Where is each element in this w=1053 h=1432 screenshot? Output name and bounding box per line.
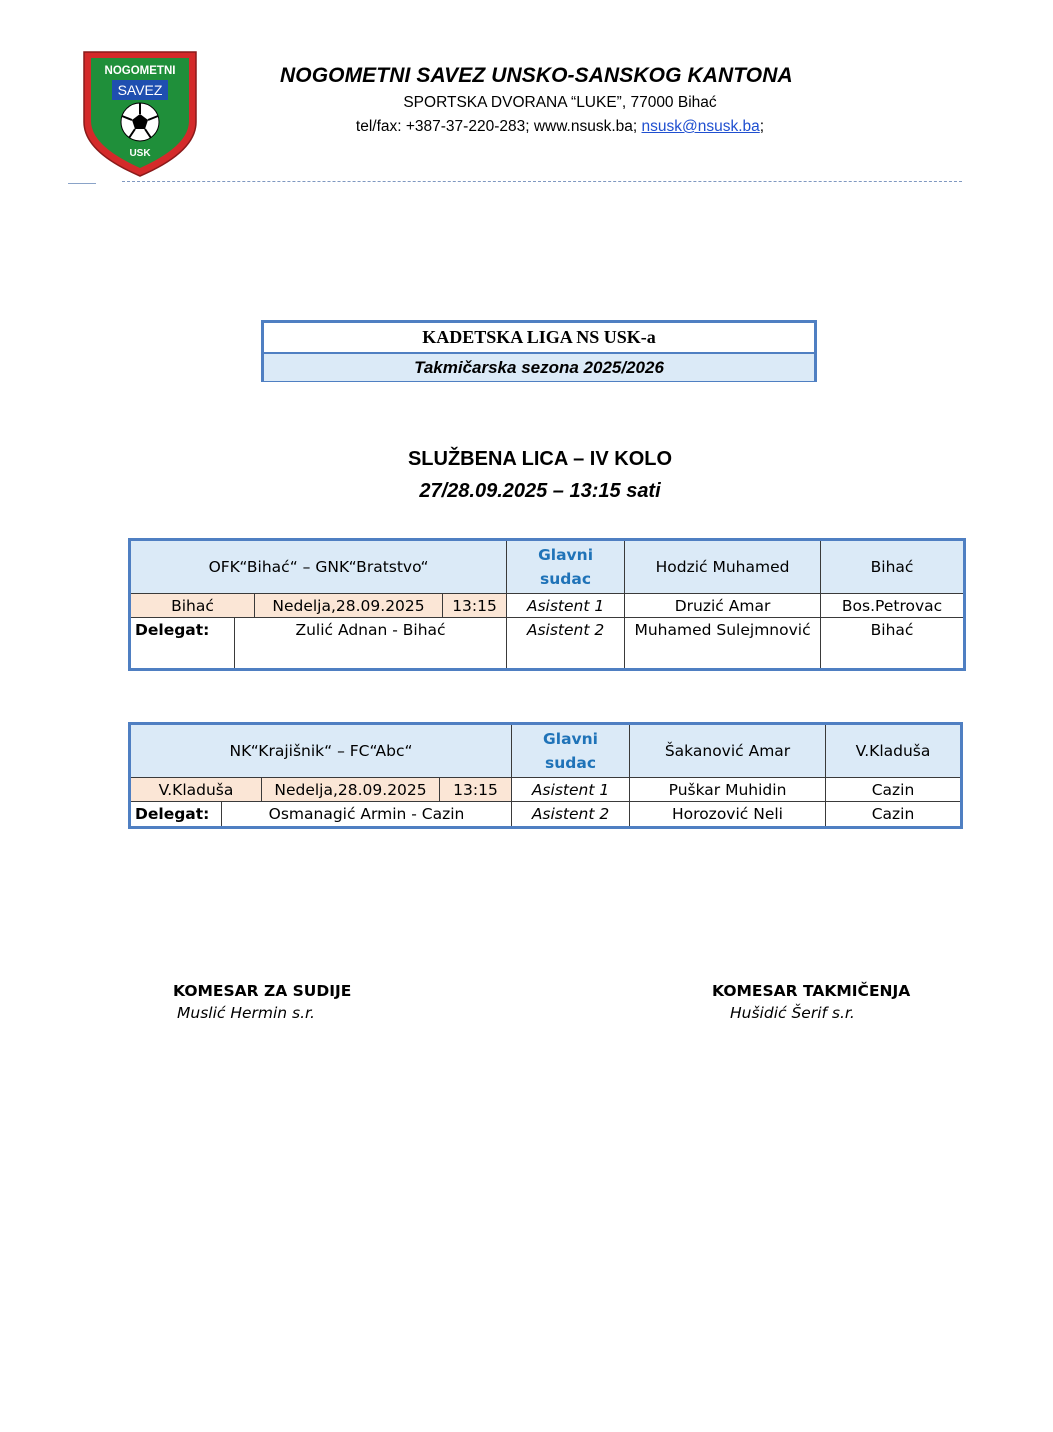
round-title: SLUŽBENA LICA – IV KOLO bbox=[407, 448, 673, 470]
delegate-label: Delegat: bbox=[130, 618, 235, 670]
assistant-1-label: Asistent 1 bbox=[512, 778, 630, 802]
org-name: NOGOMETNI SAVEZ UNSKO-SANSKOG KANTONA bbox=[280, 64, 793, 87]
assistant-1-name: Druzić Amar bbox=[625, 594, 821, 618]
org-address: SPORTSKA DVORANA “LUKE”, 77000 Bihać bbox=[403, 94, 717, 111]
match-time: 13:15 bbox=[440, 778, 512, 802]
match-time: 13:15 bbox=[443, 594, 507, 618]
match-date: Nedelja,28.09.2025 bbox=[262, 778, 440, 802]
org-contact bbox=[280, 118, 840, 136]
assistant-2-name: Muhamed Sulejmnović bbox=[625, 618, 821, 670]
competition-commissioner-name: Hušidić Šerif s.r. bbox=[730, 1004, 855, 1022]
referee-commissioner-name: Muslić Hermin s.r. bbox=[177, 1004, 315, 1022]
assistant-1-label: Asistent 1 bbox=[507, 594, 625, 618]
assistant-1-city: Cazin bbox=[826, 778, 962, 802]
league-season: Takmičarska sezona 2025/2026 bbox=[264, 354, 814, 381]
assistant-1-name: Puškar Muhidin bbox=[630, 778, 826, 802]
match-teams: OFK“Bihać“ – GNK“Bratstvo“ bbox=[130, 540, 507, 594]
round-date-time: 27/28.09.2025 – 13:15 sati bbox=[419, 480, 661, 502]
main-referee-city: V.Kladuša bbox=[826, 724, 962, 778]
delegate-name: Osmanagić Armin - Cazin bbox=[222, 802, 512, 828]
header-divider bbox=[122, 181, 962, 182]
assistant-2-label: Asistent 2 bbox=[507, 618, 625, 670]
match-venue: V.Kladuša bbox=[130, 778, 262, 802]
assistant-2-city: Cazin bbox=[826, 802, 962, 828]
match-date: Nedelja,28.09.2025 bbox=[255, 594, 443, 618]
assistant-2-city: Bihać bbox=[821, 618, 965, 670]
main-referee-city: Bihać bbox=[821, 540, 965, 594]
league-name: KADETSKA LIGA NS USK-a bbox=[264, 323, 814, 354]
header-rule-short bbox=[68, 183, 96, 184]
match-table-2 bbox=[128, 722, 963, 829]
assistant-2-label: Asistent 2 bbox=[512, 802, 630, 828]
delegate-label: Delegat: bbox=[130, 802, 222, 828]
svg-text:NOGOMETNI: NOGOMETNI bbox=[104, 65, 176, 77]
delegate-name: Zulić Adnan - Bihać bbox=[235, 618, 507, 670]
competition-commissioner-title: KOMESAR TAKMIČENJA bbox=[712, 982, 911, 1000]
league-box bbox=[261, 320, 817, 382]
federation-logo bbox=[78, 44, 202, 178]
contact-suffix: ; bbox=[759, 118, 765, 135]
assistant-1-city: Bos.Petrovac bbox=[821, 594, 965, 618]
svg-text:SAVEZ: SAVEZ bbox=[117, 82, 163, 98]
match-teams: NK“Krajišnik“ – FC“Abc“ bbox=[130, 724, 512, 778]
referee-commissioner-title: KOMESAR ZA SUDIJE bbox=[173, 982, 352, 1000]
svg-text:USK: USK bbox=[129, 148, 151, 159]
email-link[interactable]: nsusk@nsusk.ba bbox=[641, 118, 760, 135]
main-referee-label: Glavni sudac bbox=[507, 540, 625, 594]
main-referee-label: Glavni sudac bbox=[512, 724, 630, 778]
main-referee-name: Hodzić Muhamed bbox=[625, 540, 821, 594]
match-table-1 bbox=[128, 538, 966, 671]
contact-text: tel/fax: +387-37-220-283; www.nsusk.ba; bbox=[355, 118, 642, 135]
main-referee-name: Šakanović Amar bbox=[630, 724, 826, 778]
match-venue: Bihać bbox=[130, 594, 255, 618]
assistant-2-name: Horozović Neli bbox=[630, 802, 826, 828]
